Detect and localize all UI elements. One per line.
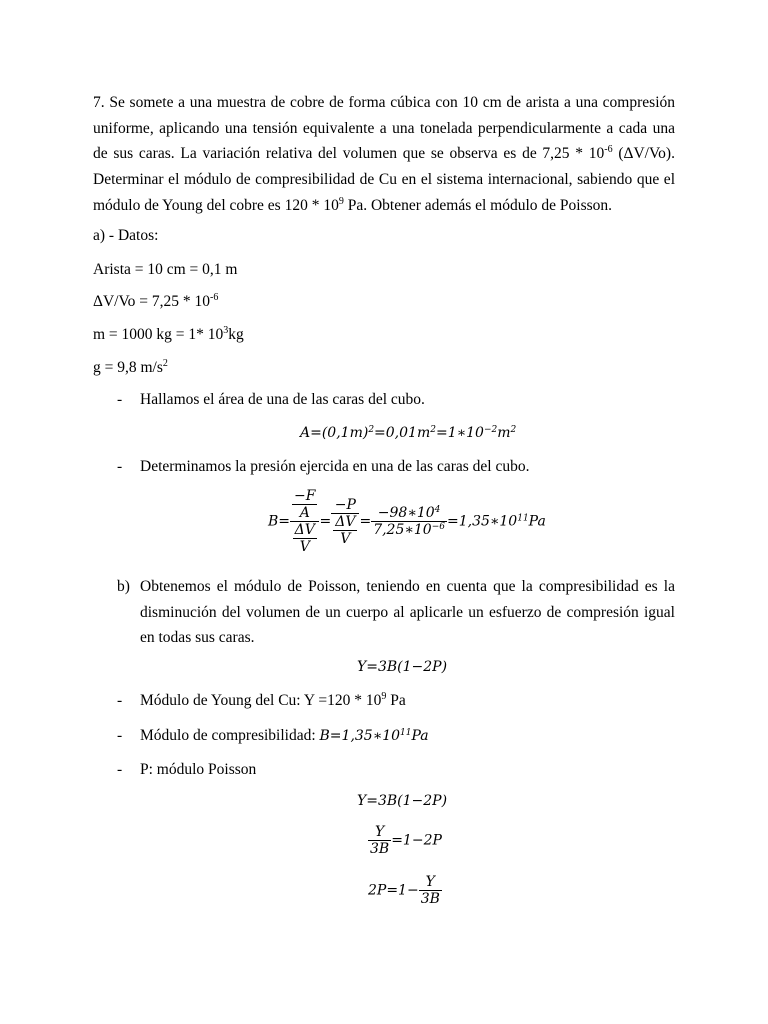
fraction-force-area-over-volume: $\frac{\frac{-F}{A}}{\frac{\Delta V}{V}}$: [290, 488, 319, 555]
data-gravity: g = 9,8 $m/s^2$: [93, 358, 168, 376]
step-pressure-text: Determinamos la presión ejercida en una de las caras del cubo.: [140, 458, 530, 475]
data-volume-change: $\Delta V/Vo = 7,25 * 10^{-6}$: [93, 292, 219, 310]
part-b-text: Obtenemos el módulo de Poisson, teniendo en cuenta que la compresibilidad es la disminución del volumen de un cuerpo al aplicarle un esfuerzo de compresión igual en todas sus caras.: [140, 578, 675, 647]
bullet-marker: -: [117, 391, 123, 408]
part-a-heading: a) - Datos:: [93, 227, 159, 244]
poisson-label-line: P: módulo Poisson: [140, 761, 257, 778]
pressure-equation: B= $\frac{\frac{-F}{A}}{\frac{\Delta V}{V}}$ = $\frac{-P}{\frac{\Delta V}{V}}$ = $\frac{-98∗10^4}{7,25∗10^{-6}}$ $=1,35∗10^{11}Pa$: [268, 488, 546, 555]
compressibility-line: Módulo de compresibilidad: $B=1,35∗10^{11}Pa$: [140, 727, 429, 744]
fraction-pressure-over-volume: $\frac{-P}{\frac{\Delta V}{V}}$: [331, 497, 359, 547]
equation-step-1: Y=3B(1−2P): [357, 793, 448, 809]
bullet-marker: -: [117, 458, 123, 475]
bullet-marker: -: [117, 727, 123, 744]
area-equation: $A=(0,1m)^2=0,01m^2=1∗10^{-2}m^2$: [300, 425, 517, 441]
equation-step-2: $\frac{Y}{3B}$ =1−2P: [370, 824, 442, 857]
bullet-marker: -: [117, 692, 123, 709]
data-mass: m = 1000 kg = 1* $10^3kg$: [93, 325, 244, 343]
part-b-label: b): [117, 578, 130, 595]
problem-number: 7.: [93, 94, 105, 111]
poisson-formula: Y=3B(1−2P): [357, 659, 448, 675]
bullet-marker: -: [117, 761, 123, 778]
fraction-numeric: $\frac{-98∗10^4}{7,25∗10^{-6}}$: [373, 505, 445, 538]
problem-statement: 7. Se somete a una muestra de cobre de forma cúbica con 10 cm de arista a una compresión uniforme, aplicando una tensión equivalente a una tonelada perpendicularmente a cada una de sus caras. La variación relativa del volumen que se observa es de $7,25 * 10^{-6}$ (ΔV/Vo). Determinar el módulo de compresibilidad de Cu en el sistema internacional, sabiendo que el módulo de Young del cobre es $120 * 10^9$ Pa. Obtener además el módulo de Poisson.: [93, 94, 675, 214]
step-area-text: Hallamos el área de una de las caras del cubo.: [140, 391, 425, 408]
young-modulus-line: Módulo de Young del Cu: $Y =120 * 10^9$ Pa: [140, 691, 406, 709]
data-arista: Arista = 10 cm = 0,1 m: [93, 261, 238, 278]
equation-step-3: 2P=1− $\frac{Y}{3B}$: [368, 874, 440, 907]
